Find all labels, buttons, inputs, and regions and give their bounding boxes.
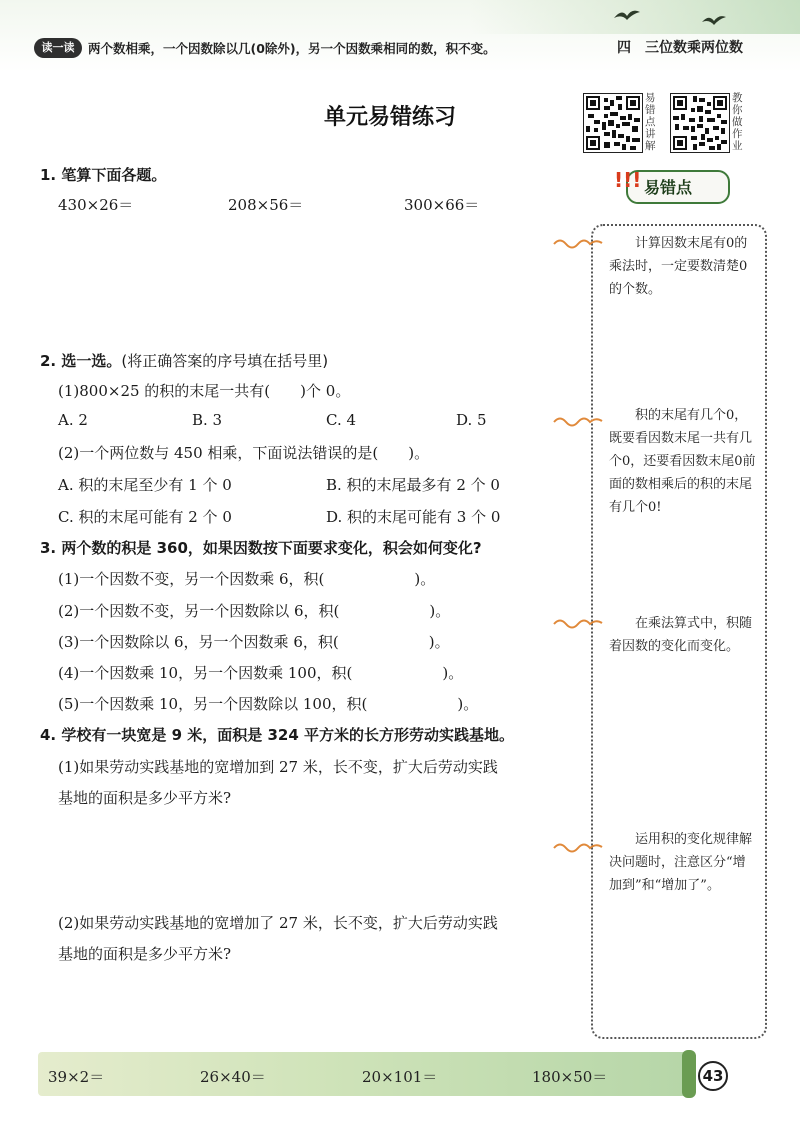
calc-item: 300×66＝ xyxy=(404,196,480,214)
mistake-points-title: 易错点 xyxy=(644,178,693,197)
mistake-note: 积的末尾有几个0，既要看因数末尾一共有几个0，还要看因数末尾0前面的数相乘后的积的末尾有几个0! xyxy=(609,408,756,515)
mistake-note: 计算因数末尾有0的乘法时，一定要数清楚0的个数。 xyxy=(609,236,748,297)
mistake-note: 运用积的变化规律解决问题时，注意区分“增加到”和“增加了”。 xyxy=(609,832,753,893)
option-d: D. 5 xyxy=(456,411,487,429)
swirl-icon xyxy=(552,616,604,630)
question-3-item: (1)一个因数不变，另一个因数乘 6，积( )。 xyxy=(58,570,436,588)
question-3-item: (5)一个因数乘 10，另一个因数除以 100，积( )。 xyxy=(58,695,479,713)
chapter-title: 四 三位数乘两位数 xyxy=(617,40,743,56)
question-2-hint: (将正确答案的序号填在括号里) xyxy=(121,352,329,370)
bird-icon xyxy=(612,6,642,24)
bird-icon xyxy=(700,12,728,28)
qr-caption: 教你做作业 xyxy=(732,92,743,152)
option-c: C. 积的末尾可能有 2 个 0 xyxy=(58,508,232,526)
question-3-item: (3)一个因数除以 6，另一个因数乘 6，积( )。 xyxy=(58,633,450,651)
question-3-heading: 3. 两个数的积是 360，如果因数按下面要求变化，积会如何变化? xyxy=(40,539,482,557)
tip-text: 两个数相乘，一个因数除以几(0除外)，另一个因数乘相同的数，积不变。 xyxy=(88,41,496,56)
footer-calc: 20×101＝ xyxy=(362,1068,438,1086)
option-b: B. 3 xyxy=(192,411,223,429)
page-number: 43 xyxy=(698,1061,728,1091)
question-2-heading xyxy=(40,350,328,371)
qr-code-icon[interactable] xyxy=(670,93,730,153)
scroll-decoration xyxy=(682,1050,696,1098)
option-d: D. 积的末尾可能有 3 个 0 xyxy=(326,508,501,526)
footer-calc: 39×2＝ xyxy=(48,1068,105,1086)
question-4-heading: 4. 学校有一块宽是 9 米，面积是 324 平方米的长方形劳动实践基地。 xyxy=(40,726,514,744)
question-3-item: (4)一个因数乘 10，另一个因数乘 100，积( )。 xyxy=(58,664,464,682)
exclamation-icon: !!! xyxy=(614,168,642,192)
question-3-item: (2)一个因数不变，另一个因数除以 6，积( )。 xyxy=(58,602,451,620)
swirl-icon xyxy=(552,236,604,250)
question-4-1-line: 基地的面积是多少平方米? xyxy=(58,789,232,807)
option-c: C. 4 xyxy=(326,411,357,429)
tip-badge: 读一读 xyxy=(34,38,82,58)
mistake-note: 在乘法算式中，积随着因数的变化而变化。 xyxy=(609,616,753,654)
question-1-heading: 1. 笔算下面各题。 xyxy=(40,166,167,184)
footer-calc: 180×50＝ xyxy=(532,1068,608,1086)
question-4-2-line: 基地的面积是多少平方米? xyxy=(58,945,232,963)
question-2-1-stem: (1)800×25 的积的末尾一共有( )个 0。 xyxy=(58,382,351,400)
option-b: B. 积的末尾最多有 2 个 0 xyxy=(326,476,500,494)
qr-code-icon[interactable] xyxy=(583,93,643,153)
option-a: A. 2 xyxy=(58,411,88,429)
footer-calc: 26×40＝ xyxy=(200,1068,266,1086)
question-4-1-line: (1)如果劳动实践基地的宽增加到 27 米，长不变，扩大后劳动实践 xyxy=(58,758,498,776)
calc-item: 208×56＝ xyxy=(228,196,304,214)
page-title: 单元易错练习 xyxy=(323,105,456,130)
question-2-2-stem: (2)一个两位数与 450 相乘，下面说法错误的是( )。 xyxy=(58,444,430,462)
swirl-icon xyxy=(552,840,604,854)
top-banner xyxy=(0,0,800,72)
calc-item: 430×26＝ xyxy=(58,196,134,214)
mistake-points-header xyxy=(614,168,732,208)
option-a: A. 积的末尾至少有 1 个 0 xyxy=(58,476,232,494)
question-4-2-line: (2)如果劳动实践基地的宽增加了 27 米，长不变，扩大后劳动实践 xyxy=(58,914,498,932)
qr-caption: 易错点讲解 xyxy=(645,92,656,152)
swirl-icon xyxy=(552,414,604,428)
question-2-title: 2. 选一选。 xyxy=(40,352,122,370)
